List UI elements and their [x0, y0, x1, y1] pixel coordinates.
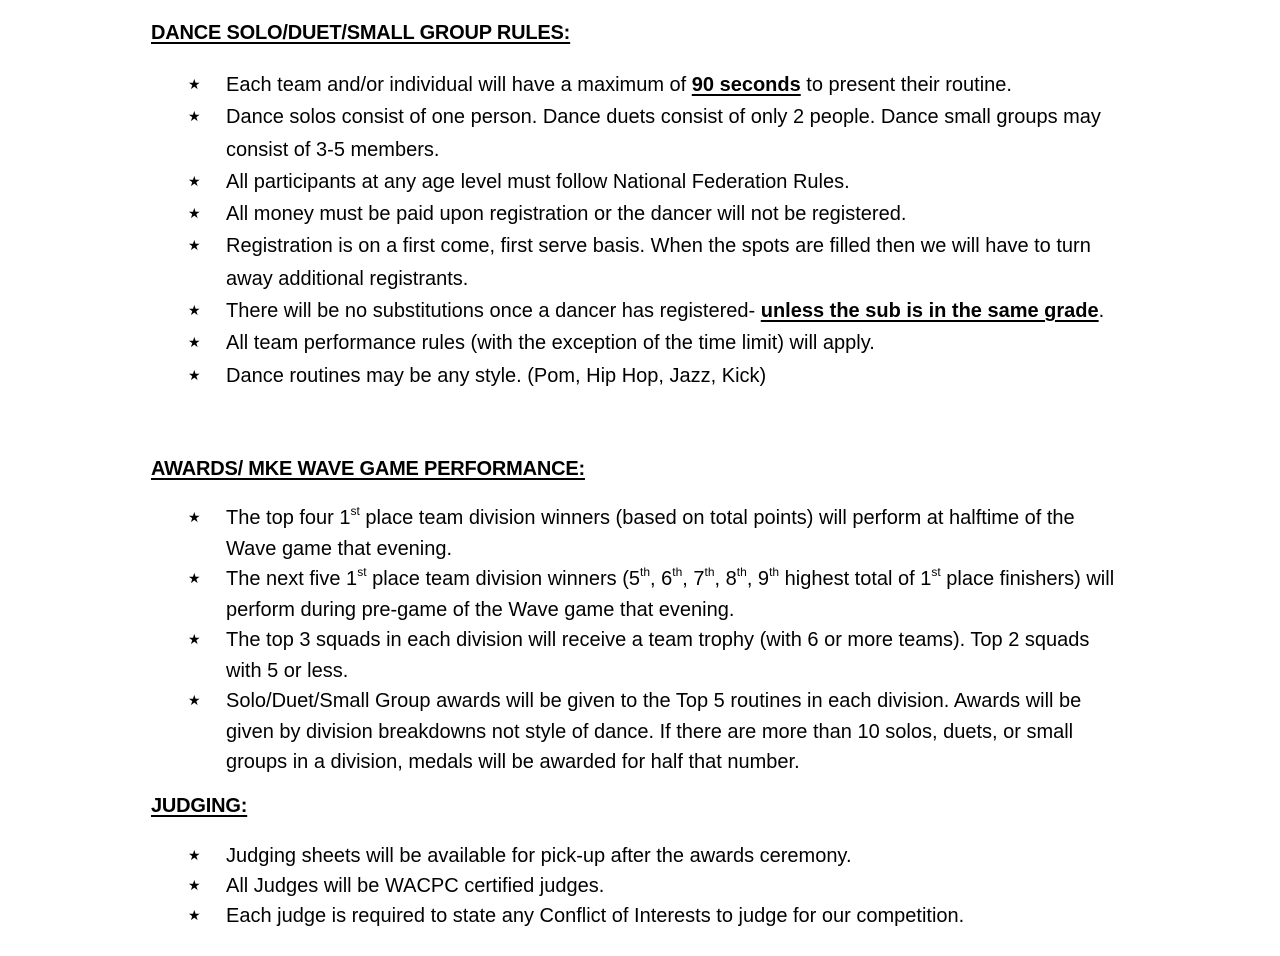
rule-text: , 7 — [682, 568, 705, 590]
rule-text: All team performance rules (with the exception of the time limit) will apply. — [226, 332, 875, 355]
star-icon: ★ — [188, 77, 201, 93]
rule-text: to present their routine. — [800, 74, 1012, 96]
rule-text: All participants at any age level must follow National Federation Rules. — [226, 170, 850, 193]
star-icon: ★ — [188, 878, 201, 894]
dance-rules-list — [0, 69, 1200, 392]
rule-text: The next five 1 — [226, 568, 358, 590]
star-icon: ★ — [188, 510, 201, 526]
list-item — [0, 686, 1121, 778]
star-icon: ★ — [188, 109, 201, 126]
rule-text: place team division winners (5 — [366, 568, 640, 590]
list-item — [0, 901, 1121, 931]
rule-text: All money must be paid upon registration or the dancer will not be registered. — [226, 203, 907, 226]
ordinal-suffix: st — [350, 504, 360, 518]
star-icon: ★ — [188, 238, 201, 255]
star-icon: ★ — [188, 367, 201, 384]
ordinal-suffix: th — [672, 565, 683, 579]
list-item — [0, 625, 1121, 686]
rule-text: The top 3 squads in each division will receive a team trophy (with 6 or more teams). Top 2 squads with 5 or less. — [226, 629, 1090, 682]
judging-rules-list — [0, 841, 1200, 931]
rule-text: place team division winners (based on total points) will perform at halftime of the Wave game that evening. — [226, 507, 1075, 560]
rule-text: Judging sheets will be available for pick-up after the awards ceremony. — [226, 845, 852, 867]
star-icon: ★ — [188, 848, 201, 864]
ordinal-suffix: th — [640, 565, 651, 579]
ordinal-suffix: th — [769, 565, 780, 579]
list-item — [0, 564, 1121, 625]
star-icon: ★ — [188, 303, 201, 320]
rule-text: There will be no substitutions once a dancer has registered- — [226, 300, 761, 323]
list-item — [0, 230, 1121, 295]
judging-heading: JUDGING: — [151, 795, 248, 817]
rule-text: Each team and/or individual will have a maximum of — [226, 74, 692, 96]
dance-rules-heading: DANCE SOLO/DUET/SMALL GROUP RULES: — [151, 22, 571, 44]
awards-rules-list — [0, 503, 1200, 778]
star-icon: ★ — [188, 908, 201, 924]
rule-text: The top four 1 — [226, 507, 351, 529]
rule-text: . — [1098, 300, 1105, 323]
list-item — [0, 295, 1121, 327]
ordinal-suffix: th — [736, 565, 747, 579]
star-icon: ★ — [188, 206, 201, 223]
rule-emphasis: unless the sub is in the same grade — [760, 300, 1099, 323]
rule-text: , 8 — [714, 568, 737, 590]
star-icon: ★ — [188, 693, 201, 709]
star-icon: ★ — [188, 173, 201, 190]
list-item — [0, 69, 1121, 101]
list-item — [0, 871, 1121, 901]
ordinal-suffix: st — [931, 565, 941, 579]
ordinal-suffix: st — [357, 565, 367, 579]
rule-text: highest total of 1 — [779, 568, 932, 590]
rule-text: Registration is on a first come, first serve basis. When the spots are filled then we will have to turn away additional registrants. — [226, 235, 1091, 290]
rule-text: Each judge is required to state any Conflict of Interests to judge for our competition. — [226, 905, 965, 927]
list-item — [0, 101, 1121, 166]
list-item — [0, 503, 1121, 564]
rule-text: Solo/Duet/Small Group awards will be given to the Top 5 routines in each division. Awards will be given by division breakdowns not style of dance. If there are more than 10 solos, duets, or small groups in a division, medals will be awarded for half that number. — [226, 690, 1082, 773]
rule-text: Dance routines may be any style. (Pom, Hip Hop, Jazz, Kick) — [226, 364, 767, 387]
list-item — [0, 360, 1121, 392]
ordinal-suffix: th — [704, 565, 715, 579]
list-item — [0, 166, 1121, 198]
rule-text: All Judges will be WACPC certified judges. — [226, 875, 605, 897]
rule-text: place finishers) will perform during pre-game of the Wave game that evening. — [226, 568, 1115, 621]
star-icon: ★ — [188, 335, 201, 352]
rule-emphasis: 90 seconds — [691, 74, 801, 96]
list-item — [0, 198, 1121, 230]
rule-text: , 9 — [746, 568, 770, 590]
awards-heading: AWARDS/ MKE WAVE GAME PERFORMANCE: — [151, 458, 585, 480]
rule-text: , 6 — [650, 568, 673, 590]
list-item — [0, 841, 1121, 871]
star-icon: ★ — [188, 571, 201, 587]
list-item — [0, 327, 1121, 359]
rule-text: Dance solos consist of one person. Dance duets consist of only 2 people. Dance small groups may consist of 3-5 members. — [226, 106, 1101, 161]
star-icon: ★ — [188, 632, 201, 648]
